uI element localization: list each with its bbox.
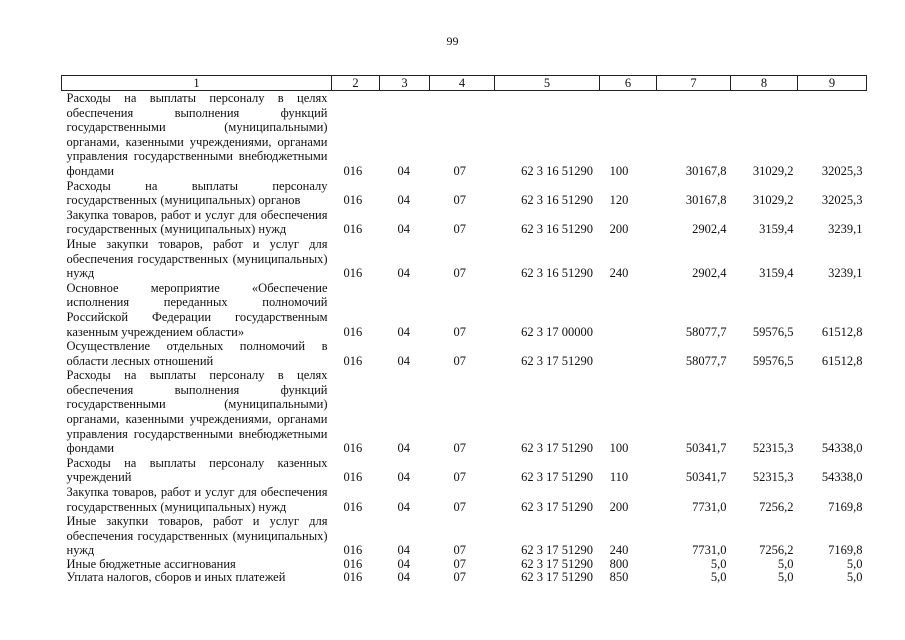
cell-section: 04 [397, 470, 410, 485]
table-row [62, 558, 867, 571]
cell-expense-type: 240 [609, 266, 629, 281]
row-name-cell: Уплата налогов, сборов и иных платежей [66, 569, 286, 584]
cell-chapter-code: 016 [343, 163, 363, 178]
cell-expense-type: 200 [609, 222, 629, 237]
cell-amount-year-3: 32025,3 [821, 193, 863, 208]
cell-section: 04 [397, 441, 410, 456]
cell-subsection: 07 [453, 543, 466, 558]
cell-expense-type [600, 281, 657, 339]
column-number-header-row [62, 76, 867, 91]
cell-amount-year-3: 3239,1 [828, 222, 863, 237]
cell-section: 04 [397, 499, 410, 514]
cell-target-article: 62 3 17 51290 [521, 569, 593, 584]
cell-amount-year-3: 61512,8 [821, 324, 863, 339]
cell-amount-year-2: 3159,4 [759, 266, 794, 281]
cell-subsection: 07 [453, 569, 466, 584]
table-row [62, 281, 867, 339]
cell-amount-year-1: 2902,4 [692, 266, 727, 281]
table-row [62, 456, 867, 485]
row-name-cell: Закупка товаров, работ и услуг для обеспечения государственных (муниципальных) нужд [66, 485, 328, 514]
budget-table [61, 75, 867, 583]
cell-amount-year-3: 54338,0 [821, 470, 863, 485]
table-row [62, 571, 867, 584]
page-number: 99 [446, 34, 459, 48]
column-header-7: 7 [657, 76, 731, 91]
row-name-cell: Основное мероприятие «Обеспечение исполнения переданных полномочий Российской Федерации государственным казенным учреждением области» [66, 280, 328, 339]
table-row [62, 179, 867, 208]
cell-amount-year-3: 32025,3 [821, 163, 863, 178]
cell-amount-year-2: 31029,2 [752, 193, 794, 208]
cell-section: 04 [397, 222, 410, 237]
cell-chapter-code: 016 [343, 569, 363, 584]
cell-expense-type: 800 [609, 557, 629, 571]
cell-amount-year-2: 7256,2 [759, 543, 794, 558]
cell-amount-year-1: 5,0 [710, 557, 727, 571]
cell-amount-year-1: 7731,0 [692, 543, 727, 558]
cell-chapter-code: 016 [343, 543, 363, 558]
cell-subsection: 07 [453, 266, 466, 281]
cell-expense-type: 120 [609, 193, 629, 208]
cell-amount-year-1: 30167,8 [685, 193, 727, 208]
cell-section: 04 [397, 324, 410, 339]
cell-amount-year-2: 5,0 [777, 569, 794, 584]
cell-target-article: 62 3 17 51290 [521, 543, 593, 558]
cell-amount-year-2: 52315,3 [752, 441, 794, 456]
column-header-1: 1 [62, 76, 332, 91]
cell-amount-year-1: 50341,7 [685, 441, 727, 456]
column-header-6: 6 [600, 76, 657, 91]
cell-amount-year-3: 5,0 [846, 569, 863, 584]
cell-chapter-code: 016 [343, 499, 363, 514]
cell-amount-year-1: 58077,7 [685, 324, 727, 339]
cell-amount-year-2: 59576,5 [752, 353, 794, 368]
cell-amount-year-3: 3239,1 [828, 266, 863, 281]
cell-section: 04 [397, 557, 410, 571]
cell-chapter-code: 016 [343, 324, 363, 339]
cell-amount-year-1: 58077,7 [685, 353, 727, 368]
column-header-9: 9 [798, 76, 867, 91]
cell-subsection: 07 [453, 499, 466, 514]
cell-expense-type: 100 [609, 163, 629, 178]
cell-amount-year-2: 5,0 [777, 557, 794, 571]
cell-amount-year-2: 59576,5 [752, 324, 794, 339]
cell-chapter-code: 016 [343, 353, 363, 368]
cell-expense-type: 110 [609, 470, 629, 485]
column-header-2: 2 [332, 76, 380, 91]
table-row [62, 237, 867, 281]
cell-expense-type: 850 [609, 569, 629, 584]
row-name-cell: Иные бюджетные ассигнования [66, 557, 236, 571]
cell-amount-year-2: 3159,4 [759, 222, 794, 237]
row-name-cell: Осуществление отдельных полномочий в области лесных отношений [66, 339, 328, 368]
cell-expense-type [600, 339, 657, 368]
cell-amount-year-1: 7731,0 [692, 499, 727, 514]
cell-section: 04 [397, 543, 410, 558]
cell-target-article: 62 3 16 51290 [521, 266, 593, 281]
table-row [62, 485, 867, 514]
cell-expense-type: 240 [609, 543, 629, 558]
cell-amount-year-3: 7169,8 [828, 499, 863, 514]
cell-target-article: 62 3 17 51290 [521, 353, 593, 368]
cell-section: 04 [397, 163, 410, 178]
row-name-cell: Иные закупки товаров, работ и услуг для обеспечения государственных (муниципальных) нужд [66, 514, 328, 558]
cell-chapter-code: 016 [343, 222, 363, 237]
cell-target-article: 62 3 16 51290 [521, 193, 593, 208]
cell-amount-year-3: 7169,8 [828, 543, 863, 558]
cell-amount-year-3: 5,0 [846, 557, 863, 571]
cell-amount-year-2: 31029,2 [752, 163, 794, 178]
cell-subsection: 07 [453, 324, 466, 339]
table-row [62, 514, 867, 558]
cell-chapter-code: 016 [343, 193, 363, 208]
cell-subsection: 07 [453, 222, 466, 237]
cell-chapter-code: 016 [343, 266, 363, 281]
cell-section: 04 [397, 193, 410, 208]
cell-amount-year-3: 54338,0 [821, 441, 863, 456]
table-row [62, 91, 867, 179]
cell-subsection: 07 [453, 163, 466, 178]
cell-amount-year-1: 5,0 [710, 569, 727, 584]
cell-section: 04 [397, 353, 410, 368]
cell-target-article: 62 3 17 51290 [521, 557, 593, 571]
table-row [62, 368, 867, 456]
cell-target-article: 62 3 17 51290 [521, 441, 593, 456]
column-header-5: 5 [495, 76, 600, 91]
row-name-cell: Расходы на выплаты персоналу в целях обеспечения выполнения функций государственными (муниципальными) органами, казенными учреждениями, органами управления государственными внебюджетными фондами [66, 91, 328, 178]
cell-target-article: 62 3 17 00000 [521, 324, 593, 339]
column-header-4: 4 [430, 76, 495, 91]
cell-chapter-code: 016 [343, 557, 363, 571]
cell-target-article: 62 3 16 51290 [521, 163, 593, 178]
cell-subsection: 07 [453, 353, 466, 368]
cell-subsection: 07 [453, 441, 466, 456]
row-name-cell: Закупка товаров, работ и услуг для обеспечения государственных (муниципальных) нужд [66, 207, 328, 237]
row-name-cell: Расходы на выплаты персоналу государственных (муниципальных) органов [66, 178, 328, 208]
cell-target-article: 62 3 17 51290 [521, 499, 593, 514]
cell-amount-year-1: 30167,8 [685, 163, 727, 178]
cell-amount-year-3: 61512,8 [821, 353, 863, 368]
cell-subsection: 07 [453, 193, 466, 208]
cell-amount-year-2: 7256,2 [759, 499, 794, 514]
cell-chapter-code: 016 [343, 470, 363, 485]
cell-target-article: 62 3 16 51290 [521, 222, 593, 237]
row-name-cell: Расходы на выплаты персоналу казенных учреждений [66, 455, 328, 485]
cell-amount-year-1: 2902,4 [692, 222, 727, 237]
cell-section: 04 [397, 266, 410, 281]
cell-expense-type: 100 [609, 441, 629, 456]
cell-chapter-code: 016 [343, 441, 363, 456]
row-name-cell: Иные закупки товаров, работ и услуг для обеспечения государственных (муниципальных) нужд [66, 236, 328, 281]
cell-expense-type: 200 [609, 499, 629, 514]
table-row [62, 339, 867, 368]
cell-section: 04 [397, 569, 410, 584]
table-row [62, 208, 867, 237]
column-header-3: 3 [380, 76, 430, 91]
cell-subsection: 07 [453, 470, 466, 485]
row-name-cell: Расходы на выплаты персоналу в целях обеспечения выполнения функций государственными (муниципальными) органами, казенными учреждениями, органами управления государственными внебюджетными фондами [66, 368, 328, 456]
cell-subsection: 07 [453, 557, 466, 571]
cell-amount-year-2: 52315,3 [752, 470, 794, 485]
column-header-8: 8 [731, 76, 798, 91]
cell-amount-year-1: 50341,7 [685, 470, 727, 485]
cell-target-article: 62 3 17 51290 [521, 470, 593, 485]
